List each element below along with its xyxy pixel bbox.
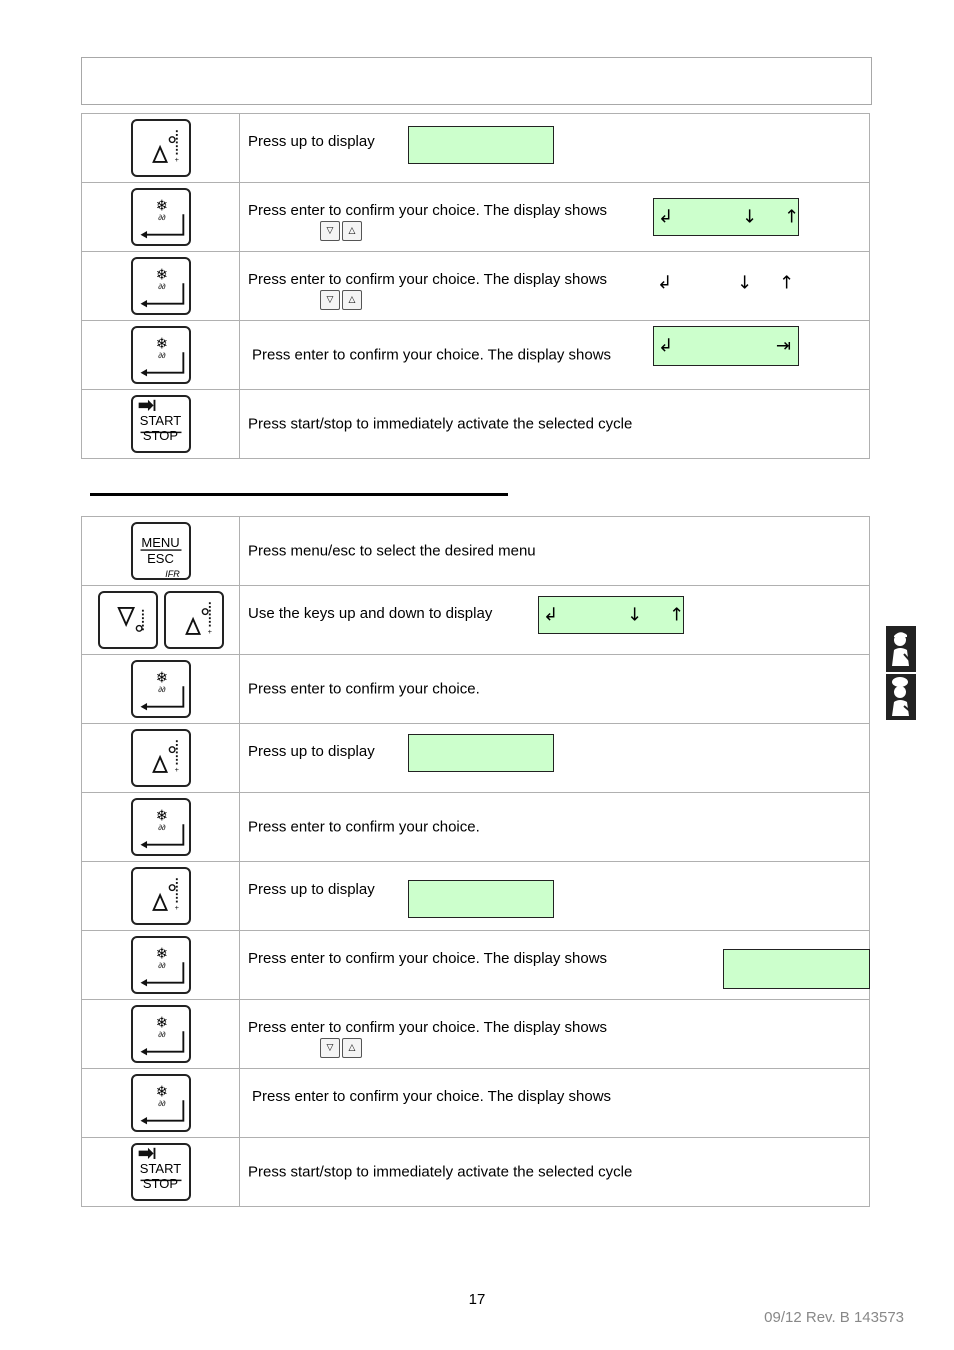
table-row (82, 183, 870, 252)
step-text: Press up to display (248, 133, 375, 150)
lcd-display (723, 949, 870, 989)
down-up-mini-keys (320, 290, 362, 310)
up-arrow-icon: ↑ (784, 206, 800, 228)
svg-text:❄: ❄ (155, 668, 168, 687)
svg-text:+: + (174, 902, 179, 912)
svg-text:∂∂: ∂∂ (157, 212, 166, 222)
esc-label: ESC (147, 551, 174, 566)
up-key-icon (131, 119, 191, 177)
stop-label: STOP (142, 428, 179, 443)
up-mini-icon: △ (342, 1038, 362, 1058)
up-key-icon (131, 867, 191, 925)
start-stop-key-icon (131, 395, 191, 453)
table-row (82, 252, 870, 321)
table-row (82, 517, 870, 586)
page-number: 17 (468, 1291, 486, 1308)
down-arrow-icon: ↓ (737, 272, 753, 294)
steps-table-1 (81, 113, 870, 459)
ifr-label: IFR (165, 569, 180, 579)
svg-text:+: + (174, 764, 179, 774)
step-text: Press enter to confirm your choice. The display shows (248, 950, 608, 967)
down-mini-icon: ▽ (320, 1038, 340, 1058)
stop-label: STOP (142, 1176, 179, 1191)
svg-text:+: + (174, 154, 179, 164)
down-key-icon (98, 591, 158, 649)
svg-text:❄: ❄ (155, 806, 168, 825)
svg-text:❄: ❄ (155, 265, 168, 284)
down-mini-icon: ▽ (320, 290, 340, 310)
start-stop-key-icon (131, 1143, 191, 1201)
up-mini-icon: △ (342, 221, 362, 241)
down-up-mini-keys (320, 1038, 362, 1058)
svg-text:❄: ❄ (155, 1013, 168, 1032)
step-text: Press enter to confirm your choice. The display shows (248, 202, 608, 219)
table-row (82, 1069, 870, 1138)
svg-text:∂∂: ∂∂ (157, 1029, 166, 1039)
down-arrow-icon: ↓ (742, 206, 758, 228)
enter-key-icon (131, 798, 191, 856)
lcd-display (653, 326, 799, 366)
table-row (82, 655, 870, 724)
step-text: Press start/stop to immediately activate the selected cycle (248, 415, 633, 433)
down-up-mini-keys (320, 221, 362, 241)
installer-user-icon (886, 626, 916, 672)
return-arrow-icon: ↲ (658, 206, 674, 228)
table-row (82, 586, 870, 655)
svg-text:+: + (207, 626, 212, 636)
up-key-icon (131, 729, 191, 787)
svg-text:❄: ❄ (155, 334, 168, 353)
enter-key-icon (131, 188, 191, 246)
start-label: START (139, 413, 182, 428)
table-row (82, 724, 870, 793)
svg-text:∂∂: ∂∂ (157, 684, 166, 694)
steps-table-2 (81, 516, 870, 1207)
svg-text:∂∂: ∂∂ (157, 960, 166, 970)
menu-label: MENU (141, 535, 180, 550)
enter-key-icon (131, 326, 191, 384)
section-divider (90, 493, 508, 496)
enter-key-icon (131, 1005, 191, 1063)
return-arrow-icon: ↲ (658, 335, 674, 357)
table-row (82, 390, 870, 459)
table-row (82, 793, 870, 862)
menu-esc-key-icon (131, 522, 191, 580)
step-text: Press enter to confirm your choice. The display shows (252, 1088, 612, 1105)
up-key-icon (164, 591, 224, 649)
svg-text:❄: ❄ (155, 196, 168, 215)
up-mini-icon: △ (342, 290, 362, 310)
step-text: Press enter to confirm your choice. The display shows (252, 346, 612, 364)
step-text: Press enter to confirm your choice. The display shows (248, 1019, 608, 1036)
revision-label: 09/12 Rev. B 143573 (764, 1309, 904, 1326)
table-row (82, 931, 870, 1000)
table-row (82, 1138, 870, 1207)
svg-text:∂∂: ∂∂ (157, 1098, 166, 1108)
step-text: Press enter to confirm your choice. (248, 680, 480, 698)
step-text: Press menu/esc to select the desired menu (248, 542, 536, 560)
lcd-display (653, 198, 799, 236)
svg-text:∂∂: ∂∂ (157, 822, 166, 832)
chef-user-icon (886, 674, 916, 720)
enter-key-icon (131, 660, 191, 718)
lcd-display (408, 880, 554, 918)
svg-text:∂∂: ∂∂ (157, 350, 166, 360)
lcd-display (408, 126, 554, 164)
up-arrow-icon: ↑ (779, 272, 795, 294)
table-row (82, 1000, 870, 1069)
table-row (82, 114, 870, 183)
return-arrow-icon: ↲ (543, 604, 559, 626)
svg-text:∂∂: ∂∂ (157, 281, 166, 291)
table-row (82, 862, 870, 931)
down-mini-icon: ▽ (320, 221, 340, 241)
step-text: Press start/stop to immediately activate the selected cycle (248, 1163, 633, 1181)
enter-key-icon (131, 1074, 191, 1132)
enter-key-icon (131, 936, 191, 994)
return-arrow-icon: ↲ (657, 272, 673, 294)
step-text: Press enter to confirm your choice. The display shows (248, 271, 608, 288)
start-label: START (139, 1161, 182, 1176)
lcd-display (653, 264, 799, 302)
step-text: Use the keys up and down to display (248, 605, 493, 622)
tab-arrow-icon: ⇥ (776, 335, 792, 357)
lcd-display (538, 596, 684, 634)
svg-text:❄: ❄ (155, 1082, 168, 1101)
lcd-display (408, 734, 554, 772)
step-text: Press up to display (248, 881, 375, 898)
up-arrow-icon: ↑ (669, 604, 685, 626)
down-arrow-icon: ↓ (627, 604, 643, 626)
step-text: Press up to display (248, 743, 375, 760)
svg-text:❄: ❄ (155, 944, 168, 963)
table-row (82, 321, 870, 390)
step-text: Press enter to confirm your choice. (248, 818, 480, 836)
section-header-box (81, 57, 872, 105)
enter-key-icon (131, 257, 191, 315)
